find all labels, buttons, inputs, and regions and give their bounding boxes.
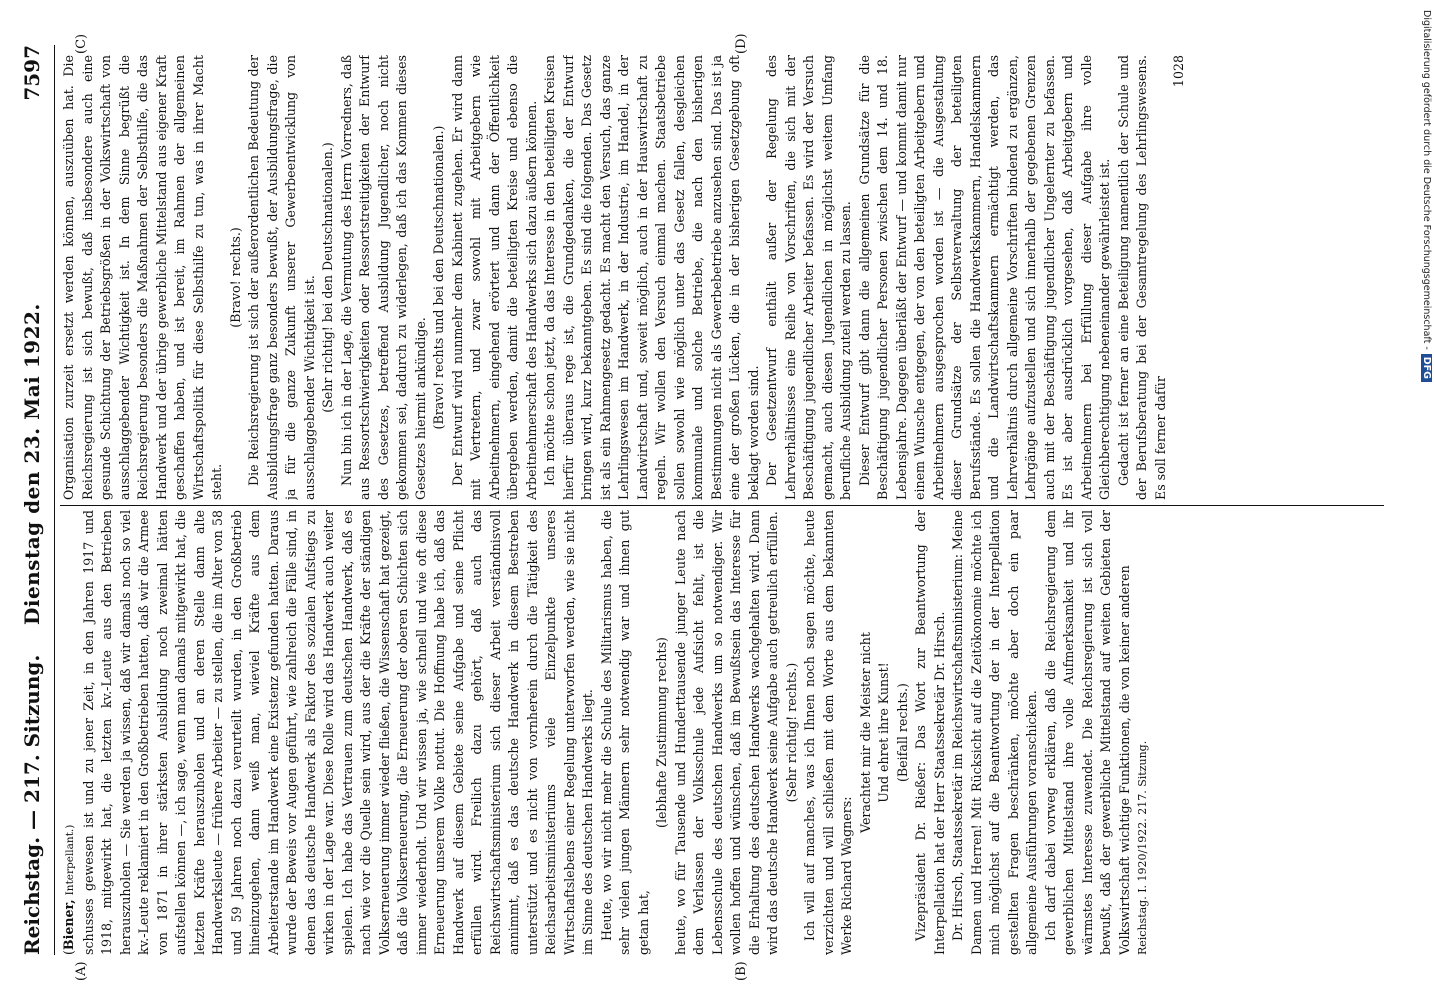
rotated-newspaper-page (14, 25, 1404, 985)
margin-marker-b: (B) (734, 961, 749, 981)
paragraph: Ich will auf manches, was ich Ihnen noch sagen möchte, heute verzichten und will schließen mit dem Worte aus dem bekannten Werke Richard Wagners: (802, 510, 854, 955)
paragraph: Heute, wo wir nicht mehr die Schule des Militarismus haben, die sehr vielen jungen Männern sehr notwendig war und ihnen gut getan hat, (598, 510, 651, 955)
paragraph: heute, wo für Tausende und Hunderttausende junger Leute nach dem Verlassen der Volksschule jede Aufsicht fehlt, ist die Lebensschule des deutschen Handwerks um so notwendiger. Wir wollen hoffen und wünschen, daß im Bewußtsein das Interesse für die Erhaltung des deutschen Handwerks wachgehalten wird. Dann wird das deutsche Handwerk seine Aufgabe auch getreulich erfüllen. (672, 510, 780, 955)
paragraph: Ich darf dabei vorweg erklären, daß die Reichsregierung dem gewerblichen Mittelstand ihre volle Aufmerksamkeit und ihr wärmstes Interesse zuwendet. Die Reichsregierung ist sich voll bewußt, daß der gewerbliche Mittelstand auf weiten Gebieten der Volkswirtschaft wichtige Funktionen, die von keiner anderen (1042, 510, 1132, 955)
interjection: (lebhafte Zustimmung rechts) (654, 637, 669, 828)
paragraph: Organisation zurzeit ersetzt werden können, auszuüben hat. Die Reichsregierung ist sich bewußt, daß insbesondere auch eine gesunde Schichtung der Betriebsgrößen in der Volkswirtschaft von ausschlaggebender Wichtigkeit ist. In dem Sinne begrüßt die Reichsregierung besonders die Maßnahmen der Selbsthilfe, die das Handwerk und der übrige gewerbliche Mittelstand aus eigener Kraft geschaffen haben, und ist bereit, im Rahmen der allgemeinen Wirtschaftspolitik für diese Selbsthilfe zu tun, was in ihrer Macht steht. (61, 55, 224, 500)
interjection: (Sehr richtig! bei den Deutschnationalen.) (320, 142, 335, 413)
interjection: (Sehr richtig! rechts.) (783, 662, 799, 803)
paragraph: Ich möchte schon jetzt, da das Interesse in den beteiligten Kreisen hierfür überaus rege ist, die Grundgedanken, die der Entwurf bringen wird, kurz bekanntgeben. Es sind die folgenden. Das Gesetz ist als ein Rahmengesetz gedacht. Es macht den Versuch, das ganze Lehrlingswesen im Handwerk, in der Industrie, im Handel, in der Landwirtschaft und, soweit möglich, auch in der Hauswirtschaft zu regeln. Wir wollen den Versuch einmal machen. Staatsbetriebe sollen sowohl wie möglich unter das Gesetz fallen, desgleichen kommunale und solche Betriebe, die nach den bisherigen Bestimmungen nicht als Gewerbebetriebe anzusehen sind. Das ist ja eine der großen Lücken, die in der bisherigen Gesetzgebung oft beklagt worden sind. (542, 55, 761, 500)
paragraph: Vizepräsident Dr. Rießer: Das Wort zur Beantwortung der Interpellation hat der Herr Staatssekretär Dr. Hirsch. (913, 510, 947, 955)
interjection: (Bravo! rechts.) (227, 227, 243, 328)
right-column (60, 55, 1394, 500)
page-header (14, 45, 55, 955)
paragraph: Gedacht ist ferner an eine Beteiligung namentlich der Schule und der Berufsberatung bei der Gesamtregelung des Lehrlingswesens. Es soll ferner dafür (1115, 55, 1168, 500)
margin-marker-c: (C) (74, 33, 89, 54)
column-rule (60, 505, 1384, 506)
paragraph: Der Gesetzentwurf enthält außer der Regelung des Lehrverhältnisses eine Reihe von Vorschriften, die sich mit der Beschäftigung jugendlicher Arbeiter befassen. Es wird der Versuch gemacht, auch diesen Jugendlichen in möglichst weitem Umfang berufliche Ausbildung zuteil werden zu lassen. (764, 55, 853, 500)
left-column (60, 510, 1394, 955)
interjection: (Bravo! rechts und bei den Deutschnationalen.) (431, 125, 446, 430)
page-signature: 1028 (1171, 55, 1186, 88)
interjection: (Beifall rechts.) (894, 683, 910, 782)
speaker-note: Interpellant.) (64, 824, 76, 896)
speaker-header: (Biener, Interpellant.) (61, 824, 76, 955)
paragraph: Die Reichsregierung ist sich der außerordentlichen Bedeutung der Ausbildungsfrage ganz besonders bewußt, der Ausbildungsfrage, die ja für die ganze Zukunft unserer Gewerbeentwicklung von ausschlaggebender Wichtigkeit ist. (246, 55, 317, 500)
paragraph: Dieser Entwurf gibt dann die allgemeinen Grundsätze für die Beschäftigung jugendlicher Personen zwischen dem 14. und 18. Lebensjahre. Dagegen überläßt der Entwurf — und kommt damit nur einem Wunsche entgegen, der von den beteiligten Arbeitgebern und Arbeitnehmern ausgesprochen worden ist — die Ausgestaltung dieser Grundsätze der Selbstverwaltung der beteiligten Berufsstände. Es sollen die Handwerkskammern, Handelskammern und die Landwirtschaftskammern ermächtigt werden, das Lehrverhältnis durch allgemeine Vorschriften bindend zu ergänzen, Lehrgänge aufzustellen und sich innerhalb der gegebenen Grenzen auch mit der Beschäftigung jugendlicher Ungelernter zu befassen. Es ist aber ausdrücklich vorgesehen, daß Arbeitgebern und Arbeitnehmern bei Erfüllung dieser Aufgabe ihre volle Gleichberechtigung nebeneinander gewährleistet ist. (856, 55, 1112, 500)
speaker-name: Biener, (61, 899, 76, 951)
verse-line: Verachtet mir die Meister nicht (857, 632, 873, 833)
paragraph: schusses gewesen ist und zu jener Zeit, in den Jahren 1917 und 1918, mitgewirkt hat, die letzten kv.-Leute aus den Betrieben herauszuholen — Sie werden ja wissen, daß wir damals noch so viel kv.-Leute reklamiert in den Großbetrieben hatten, daß wir die Armee von 1871 in ihrer stärksten Ausbildung noch zweimal hätten aufstellen können —, ich sage, wenn man damals mitgewirkt hat, die letzten Kräfte herauszuholen und an deren Stelle dann alte Handwerksleute — frühere Arbeiter — zu stellen, die im Alter von 58 und 59 Jahren noch dazu verurteilt wurden, in den Großbetrieb hineinzugehen, dann weiß man, wieviel Kräfte aus dem Arbeiterstande im Handwerk eine Existenz gefunden hatten. Daraus wurde der Beweis vor Augen geführt, wie zahlreich die Fälle sind, in denen das deutsche Handwerk als Faktor des sozialen Aufstiegs zu wirken in der Lage war. Diese Rolle wird das Handwerk auch weiter spielen. Ich habe das Vertrauen zum deutschen Handwerk, daß es nach wie vor die Quelle sein wird, aus der die Kräfte der ständigen Volkserneuerung immer wieder fließen, die Wissenschaft hat gezeigt, daß die Volkserneuerung, die Erneuerung der oberen Schichten sich immer wiederholt. Und wir wissen ja, wie schnell und wie oft diese Erneuerung unserem Volke nottut. Die Hoffnung habe ich, daß das Handwerk auf diesem Gebiete seine Aufgabe und seine Pflicht erfüllen wird. Freilich dazu gehört, daß auch das Reichswirtschaftsministerium sich dieser Arbeit verständnisvoll annimmt, daß es das deutsche Handwerk in diesem Bestreben unterstützt und es nicht von vornherein durch die Tätigkeit des Reichsarbeitsministeriums viele Einzelpunkte unseres Wirtschaftslebens einer Regelung unterworfen werden, wie sie nicht im Sinne des deutschen Handwerks liegt. (80, 510, 595, 955)
verse-line: Und ehret ihre Kunst! (876, 662, 891, 803)
page-footer: Reichstag. I. 1920/1922. 217. Sitzung. (1136, 740, 1149, 955)
paragraph: Nun bin ich in der Lage, die Vermutung des Herrn Vorredners, daß aus Ressortschwierigkeiten oder Ressortstreitigkeiten der Entwurf des Gesetzes, betreffend Ausbildung Jugendlicher, noch nicht gekommen sei, dadurch zu widerlegen, daß ich das Kommen dieses Gesetzes hiermit ankündige. (338, 55, 428, 500)
dfg-logo: DFG (1421, 354, 1432, 382)
page-number: 7597 (20, 45, 44, 101)
header-date: Dienstag den 23. Mai 1922. (20, 303, 44, 625)
paragraph: Der Entwurf wird nunmehr dem Kabinett zugehen. Er wird dann mit Vertretern, und zwar sowohl mit Arbeitgebern wie Arbeitnehmern, eingehend erörtert und dann der Öffentlichkeit übergeben werden, damit die beteiligten Kreise und ebenso die Arbeitnehmerschaft des Handwerks sich dazu äußern können. (449, 55, 539, 500)
paragraph: Dr. Hirsch, Staatssekretär im Reichswirtschaftsministerium: Meine Damen und Herren! Mit Rücksicht auf die Zeitökonomie möchte ich mich möglichst auf die Beantwortung der in der Interpellation gestellten Fragen beschränken, möchte aber doch ein paar allgemeine Ausführungen voranschicken. (950, 510, 1039, 955)
credit-text: Digitalisierung gefördert durch die Deutsche Forschungsgemeinschaft - (1421, 10, 1432, 350)
margin-marker-a: (A) (74, 961, 89, 981)
digitization-credit (1418, 10, 1432, 1000)
header-left: Reichstag. — 217. Sitzung. (20, 654, 44, 955)
margin-marker-d: (D) (734, 33, 749, 54)
